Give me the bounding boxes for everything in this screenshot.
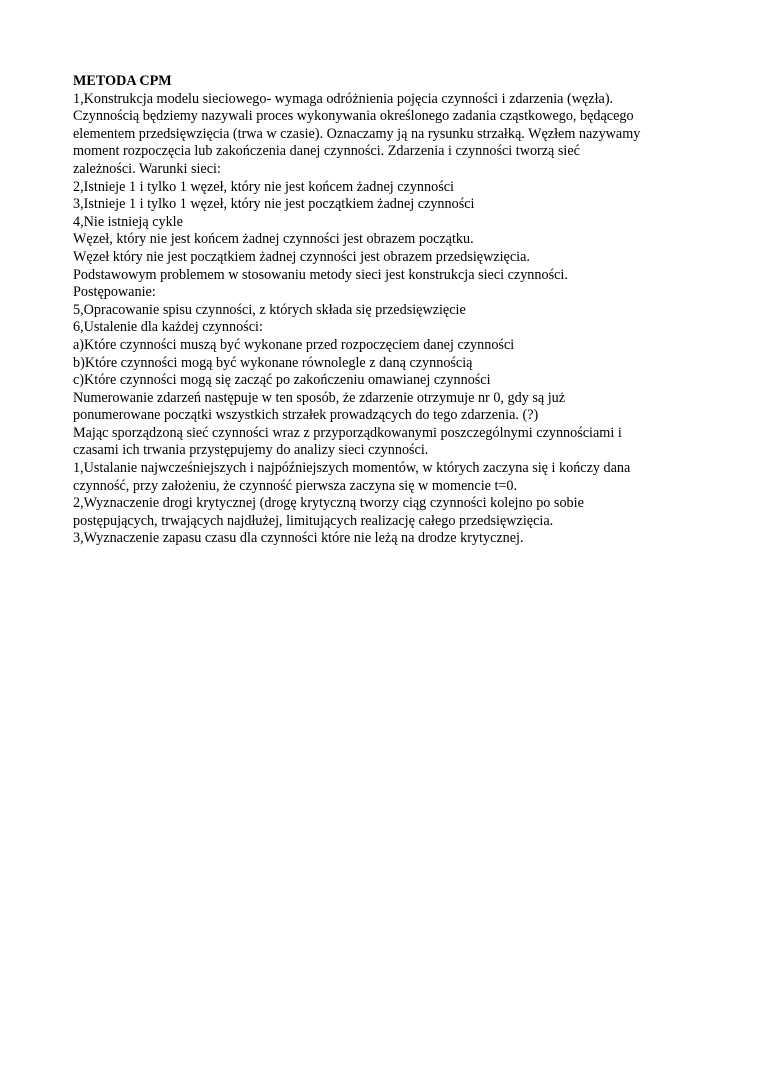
text-line: 3,Wyznaczenie zapasu czasu dla czynności które nie leżą na drodze krytycznej. [73, 530, 524, 547]
text-line: Czynnością będziemy nazywali proces wykonywania określonego zadania cząstkowego, będącego [73, 108, 634, 125]
text-line: Postępowanie: [73, 284, 156, 301]
text-line: czynność, przy założeniu, że czynność pierwsza zaczyna się w momencie t=0. [73, 477, 518, 494]
text-line: 6,Ustalenie dla każdej czynności: [73, 319, 263, 336]
text-line: 2,Istnieje 1 i tylko 1 węzeł, który nie jest końcem żadnej czynności [73, 178, 454, 195]
text-line: a)Które czynności muszą być wykonane przed rozpoczęciem danej czynności [73, 336, 515, 353]
text-line: 4,Nie istnieją cykle [73, 213, 183, 230]
text-line: 1,Ustalanie najwcześniejszych i najpóźniejszych momentów, w których zaczyna się i kończy dana [73, 460, 631, 477]
text-line: 2,Wyznaczenie drogi krytycznej (drogę krytyczną tworzy ciąg czynności kolejno po sobie [73, 495, 584, 512]
text-line: moment rozpoczęcia lub zakończenia danej czynności. Zdarzenia i czynności tworzą sieć [73, 143, 580, 160]
text-line: Podstawowym problemem w stosowaniu metody sieci jest konstrukcja sieci czynności. [73, 266, 568, 283]
text-line: Mając sporządzoną sieć czynności wraz z przyporządkowanymi poszczególnymi czynnościami i [73, 424, 622, 441]
text-line: 5,Opracowanie spisu czynności, z których składa się przedsięwzięcie [73, 301, 466, 318]
text-line: Węzeł, który nie jest końcem żadnej czynności jest obrazem początku. [73, 231, 474, 248]
document-body [73, 73, 713, 548]
text-line: Węzeł który nie jest początkiem żadnej czynności jest obrazem przedsięwzięcia. [73, 248, 530, 265]
document-title: METODA CPM [73, 73, 172, 89]
text-line: postępujących, trwających najdłużej, limitujących realizację całego przedsięwzięcia. [73, 512, 554, 529]
text-line: 1,Konstrukcja modelu sieciowego- wymaga odróżnienia pojęcia czynności i zdarzenia (węzła). [73, 90, 614, 107]
text-line: b)Które czynności mogą być wykonane równolegle z daną czynnością [73, 354, 473, 371]
text-line: 3,Istnieje 1 i tylko 1 węzeł, który nie jest początkiem żadnej czynności [73, 196, 475, 213]
text-line: ponumerowane początki wszystkich strzałek prowadzących do tego zdarzenia. (?) [73, 407, 539, 424]
text-line: c)Które czynności mogą się zacząć po zakończeniu omawianej czynności [73, 372, 491, 389]
text-line: Numerowanie zdarzeń następuje w ten sposób, że zdarzenie otrzymuje nr 0, gdy są już [73, 389, 566, 406]
text-line: czasami ich trwania przystępujemy do analizy sieci czynności. [73, 442, 429, 459]
text-line: elementem przedsięwzięcia (trwa w czasie). Oznaczamy ją na rysunku strzałką. Węzłem nazywamy [73, 125, 641, 142]
text-line: zależności. Warunki sieci: [73, 160, 221, 177]
